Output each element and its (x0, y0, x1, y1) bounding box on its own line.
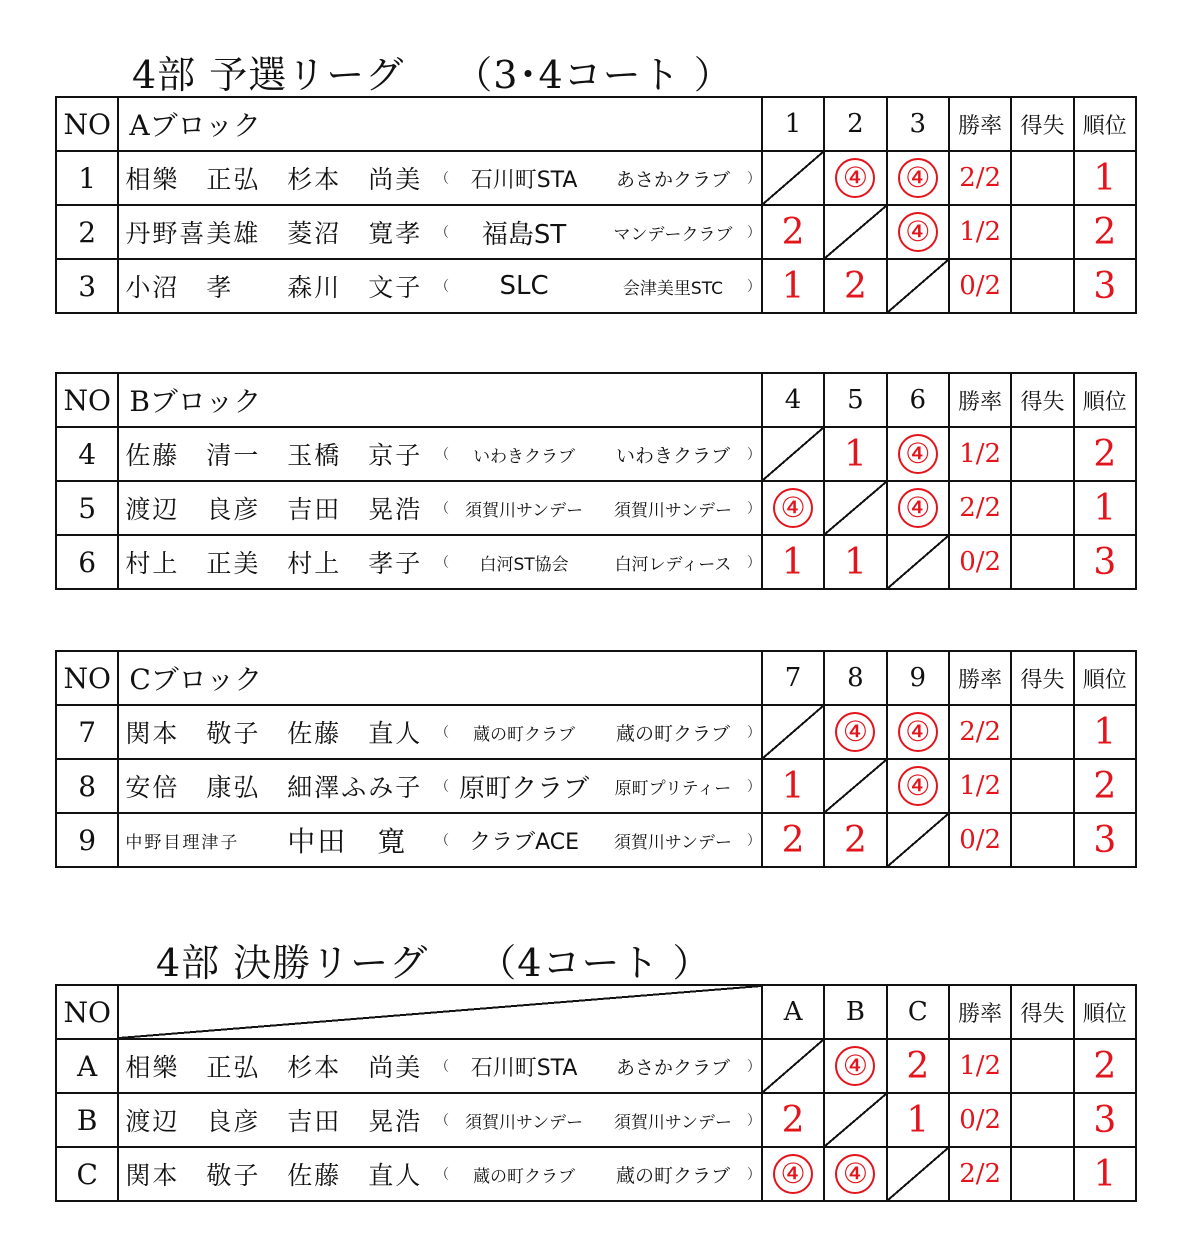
match-result (824, 427, 886, 481)
row-no: C (56, 1147, 118, 1201)
close-paren: ） (746, 555, 761, 571)
club-2-name: あさかクラブ (615, 168, 730, 191)
match-result (887, 1039, 949, 1093)
entry-line (119, 761, 761, 811)
header-opponent-col: C (887, 985, 949, 1039)
points-diff (1011, 427, 1073, 481)
club-1-name: SLC (499, 271, 549, 301)
entry-line (119, 815, 761, 865)
win-circle: ④ (898, 434, 938, 474)
player-2-name: 菱沼 寛孝 (287, 219, 423, 248)
player-1-name: 相樂 正弘 (125, 165, 261, 194)
match-score: 2 (843, 265, 867, 307)
self-match-diagonal (824, 481, 886, 535)
club-1-name: 蔵の町クラブ (473, 724, 576, 745)
match-result (887, 205, 949, 259)
open-paren: （ (435, 779, 450, 795)
header-points: 得失 (1011, 97, 1073, 151)
match-score: 1 (781, 541, 805, 583)
win-rate (949, 427, 1011, 481)
row-no: 1 (56, 151, 118, 205)
win-circle: ④ (898, 158, 938, 198)
player-1-name: 小沼 孝 (125, 273, 234, 302)
row-no: 2 (56, 205, 118, 259)
self-match-diagonal (887, 1147, 949, 1201)
header-opponent-col: A (762, 985, 824, 1039)
table-row (56, 1039, 1136, 1093)
win-rate (949, 481, 1011, 535)
win-rate-value: 0/2 (959, 271, 1002, 301)
win-rate (949, 705, 1011, 759)
open-paren: （ (435, 501, 450, 517)
win-rate-value: 1/2 (959, 439, 1002, 469)
rank-value: 1 (1093, 157, 1117, 199)
match-result (824, 535, 886, 589)
club-2-name: 原町プリティー (614, 778, 732, 799)
match-score: 1 (843, 541, 867, 583)
club-1-name: 原町クラブ (459, 773, 590, 804)
header-points: 得失 (1011, 985, 1073, 1039)
block-table (55, 650, 1137, 868)
row-no: 7 (56, 705, 118, 759)
self-match-diagonal (762, 1039, 824, 1093)
rank (1074, 427, 1136, 481)
player-2-name: 佐藤 直人 (287, 719, 423, 748)
close-paren: ） (746, 833, 761, 849)
win-rate-value: 0/2 (959, 825, 1002, 855)
header-rank: 順位 (1074, 651, 1136, 705)
rank (1074, 705, 1136, 759)
table-row (56, 481, 1136, 535)
header-row (56, 97, 1136, 151)
close-paren: ） (746, 171, 761, 187)
rank (1074, 151, 1136, 205)
final-title-court: （4コート ） (478, 941, 712, 985)
club-1-name: 須賀川サンデー (464, 1112, 584, 1133)
entry-line (119, 1095, 761, 1145)
header-row (56, 985, 1136, 1039)
header-win-rate: 勝率 (949, 985, 1011, 1039)
table-row (56, 259, 1136, 313)
win-circle: ④ (773, 1154, 813, 1194)
player-1-name: 中野目理津子 (125, 832, 240, 853)
self-match-diagonal (887, 535, 949, 589)
win-circle: ④ (898, 488, 938, 528)
win-rate-value: 1/2 (959, 1051, 1002, 1081)
block-name (118, 373, 762, 427)
club-2-name: 白河レディース (614, 554, 732, 575)
points-diff (1011, 1039, 1073, 1093)
close-paren: ） (746, 725, 761, 741)
entry-line (119, 207, 761, 257)
close-paren: ） (746, 225, 761, 241)
table-row (56, 705, 1136, 759)
win-rate-value: 2/2 (959, 717, 1002, 747)
player-2-name: 杉本 尚美 (287, 1053, 423, 1082)
club-2-name: あさかクラブ (615, 1056, 730, 1079)
win-circle: ④ (835, 158, 875, 198)
open-paren: （ (435, 833, 450, 849)
prelim-league-title (132, 44, 733, 99)
header-row (56, 373, 1136, 427)
block-table (55, 96, 1137, 314)
win-circle: ④ (898, 212, 938, 252)
player-1-name: 渡辺 良彦 (125, 1107, 261, 1136)
win-rate (949, 151, 1011, 205)
match-score: 2 (906, 1045, 930, 1087)
win-rate (949, 205, 1011, 259)
row-no: 5 (56, 481, 118, 535)
player-2-name: 玉橋 京子 (287, 441, 423, 470)
header-opponent-col: 1 (762, 97, 824, 151)
row-no: 4 (56, 427, 118, 481)
header-no: NO (56, 373, 118, 427)
match-result (887, 759, 949, 813)
entry-cell (118, 759, 762, 813)
header-row (56, 651, 1136, 705)
player-1-name: 関本 敬子 (125, 1161, 261, 1190)
rank (1074, 759, 1136, 813)
open-paren: （ (435, 225, 450, 241)
header-opponent-col: 8 (824, 651, 886, 705)
table-row (56, 1147, 1136, 1201)
entry-cell (118, 535, 762, 589)
entry-cell (118, 259, 762, 313)
player-1-name: 村上 正美 (125, 549, 261, 578)
close-paren: ） (746, 1059, 761, 1075)
rank (1074, 259, 1136, 313)
club-1-name: 福島ST (481, 219, 567, 250)
club-2-name: いわきクラブ (615, 444, 730, 467)
win-rate-value: 2/2 (959, 1159, 1002, 1189)
rank-value: 3 (1093, 541, 1117, 583)
block-name-label: Cブロック (129, 663, 263, 696)
player-2-name: 吉田 晃浩 (287, 1107, 423, 1136)
player-2-name: 吉田 晃浩 (287, 495, 423, 524)
player-1-name: 関本 敬子 (125, 719, 261, 748)
match-score: 2 (781, 819, 805, 861)
self-match-diagonal (824, 759, 886, 813)
header-opponent-col: 9 (887, 651, 949, 705)
header-points: 得失 (1011, 373, 1073, 427)
header-opponent-col: 7 (762, 651, 824, 705)
match-result (762, 759, 824, 813)
match-result (762, 1093, 824, 1147)
entry-cell (118, 151, 762, 205)
close-paren: ） (746, 501, 761, 517)
match-score: 1 (843, 433, 867, 475)
match-result (762, 259, 824, 313)
player-1-name: 相樂 正弘 (125, 1053, 261, 1082)
points-diff (1011, 205, 1073, 259)
match-result (762, 1147, 824, 1201)
header-no: NO (56, 97, 118, 151)
entry-cell (118, 427, 762, 481)
header-opponent-col: 3 (887, 97, 949, 151)
rank-value: 3 (1093, 819, 1117, 861)
points-diff (1011, 813, 1073, 867)
club-2-name: 蔵の町クラブ (615, 722, 730, 745)
rank-value: 1 (1093, 711, 1117, 753)
header-opponent-col: 6 (887, 373, 949, 427)
self-match-diagonal (762, 151, 824, 205)
entry-cell (118, 1093, 762, 1147)
match-score: 1 (781, 765, 805, 807)
rank (1074, 1093, 1136, 1147)
win-rate (949, 535, 1011, 589)
rank (1074, 1039, 1136, 1093)
player-2-name: 佐藤 直人 (287, 1161, 423, 1190)
club-2-name: マンデークラブ (613, 224, 733, 245)
match-result (887, 1093, 949, 1147)
block-table (55, 372, 1137, 590)
club-2-name: 須賀川サンデー (613, 832, 733, 853)
club-1-name: 石川町STA (470, 167, 578, 193)
club-1-name: 須賀川サンデー (464, 500, 584, 521)
match-result (824, 259, 886, 313)
block-name-label: Aブロック (129, 109, 262, 142)
header-win-rate: 勝率 (949, 373, 1011, 427)
player-2-name: 細澤ふみ子 (287, 773, 423, 802)
club-1-name: いわきクラブ (473, 446, 576, 467)
win-rate (949, 259, 1011, 313)
header-no: NO (56, 985, 118, 1039)
win-rate (949, 813, 1011, 867)
club-2-name: 須賀川サンデー (613, 500, 733, 521)
win-rate-value: 1/2 (959, 217, 1002, 247)
match-score: 2 (843, 819, 867, 861)
close-paren: ） (746, 1113, 761, 1129)
rank (1074, 205, 1136, 259)
entry-cell (118, 1147, 762, 1201)
row-no: B (56, 1093, 118, 1147)
table-row (56, 1093, 1136, 1147)
prelim-title-court: （3･4コート ） (454, 53, 733, 97)
win-rate-value: 0/2 (959, 1105, 1002, 1135)
row-no: 9 (56, 813, 118, 867)
win-rate-value: 2/2 (959, 493, 1002, 523)
entry-cell (118, 481, 762, 535)
match-result (887, 427, 949, 481)
self-match-diagonal (762, 427, 824, 481)
rank (1074, 1147, 1136, 1201)
points-diff (1011, 151, 1073, 205)
final-league-table (55, 984, 1137, 1202)
match-result (824, 705, 886, 759)
match-result (887, 151, 949, 205)
win-circle: ④ (898, 712, 938, 752)
entry-line (119, 429, 761, 479)
entry-cell (118, 205, 762, 259)
win-rate (949, 1147, 1011, 1201)
open-paren: （ (435, 171, 450, 187)
open-paren: （ (435, 555, 450, 571)
player-2-name: 森川 文子 (287, 273, 423, 302)
match-result (824, 1039, 886, 1093)
open-paren: （ (435, 1113, 450, 1129)
match-score: 2 (781, 211, 805, 253)
match-result (762, 481, 824, 535)
player-2-name: 村上 孝子 (287, 549, 423, 578)
match-result (762, 535, 824, 589)
match-result (762, 205, 824, 259)
header-rank: 順位 (1074, 985, 1136, 1039)
block-name-label: Bブロック (129, 385, 262, 418)
match-result (887, 705, 949, 759)
open-paren: （ (435, 447, 450, 463)
header-opponent-col: 5 (824, 373, 886, 427)
win-rate (949, 1093, 1011, 1147)
open-paren: （ (435, 1059, 450, 1075)
self-match-diagonal (824, 1093, 886, 1147)
header-opponent-col: B (824, 985, 886, 1039)
close-paren: ） (746, 279, 761, 295)
win-rate (949, 759, 1011, 813)
club-2-name: 会津美里STC (622, 278, 723, 299)
club-1-name: 白河ST協会 (479, 554, 569, 575)
header-no: NO (56, 651, 118, 705)
header-opponent-col: 2 (824, 97, 886, 151)
match-result (824, 1147, 886, 1201)
block-name (118, 97, 762, 151)
entry-line (119, 707, 761, 757)
rank-value: 2 (1093, 765, 1117, 807)
entry-line (119, 1149, 761, 1199)
player-1-name: 渡辺 良彦 (125, 495, 261, 524)
entry-cell (118, 705, 762, 759)
win-circle: ④ (898, 766, 938, 806)
header-win-rate: 勝率 (949, 651, 1011, 705)
rank-value: 2 (1093, 433, 1117, 475)
entry-line (119, 261, 761, 311)
prelim-title-main: 4部 予選リーグ (132, 53, 405, 97)
match-score: 1 (781, 265, 805, 307)
win-rate (949, 1039, 1011, 1093)
table-row (56, 205, 1136, 259)
match-score: 1 (906, 1099, 930, 1141)
rank (1074, 481, 1136, 535)
points-diff (1011, 535, 1073, 589)
win-rate-value: 2/2 (959, 163, 1002, 193)
row-no: 3 (56, 259, 118, 313)
open-paren: （ (435, 279, 450, 295)
player-2-name: 中田 寛 (287, 825, 408, 858)
entry-line (119, 153, 761, 203)
points-diff (1011, 1147, 1073, 1201)
entry-cell (118, 1039, 762, 1093)
block-name (118, 651, 762, 705)
header-rank: 順位 (1074, 373, 1136, 427)
table-row (56, 535, 1136, 589)
close-paren: ） (746, 1167, 761, 1183)
table-row (56, 427, 1136, 481)
self-match-diagonal (762, 705, 824, 759)
header-win-rate: 勝率 (949, 97, 1011, 151)
rank-value: 1 (1093, 1153, 1117, 1195)
win-circle: ④ (835, 1046, 875, 1086)
player-1-name: 佐藤 清一 (125, 441, 261, 470)
entry-line (119, 537, 761, 587)
row-no: 8 (56, 759, 118, 813)
rank-value: 2 (1093, 1045, 1117, 1087)
open-paren: （ (435, 725, 450, 741)
points-diff (1011, 705, 1073, 759)
match-result (824, 813, 886, 867)
points-diff (1011, 481, 1073, 535)
entry-line (119, 1041, 761, 1091)
win-rate-value: 0/2 (959, 547, 1002, 577)
table-row (56, 813, 1136, 867)
points-diff (1011, 1093, 1073, 1147)
rank (1074, 813, 1136, 867)
close-paren: ） (746, 447, 761, 463)
header-diagonal-cell (118, 985, 762, 1039)
table-row (56, 151, 1136, 205)
entry-cell (118, 813, 762, 867)
rank (1074, 535, 1136, 589)
club-2-name: 須賀川サンデー (613, 1112, 733, 1133)
win-circle: ④ (835, 712, 875, 752)
final-league-title (156, 932, 712, 987)
row-no: A (56, 1039, 118, 1093)
match-score: 2 (781, 1099, 805, 1141)
close-paren: ） (746, 779, 761, 795)
header-opponent-col: 4 (762, 373, 824, 427)
club-2-name: 蔵の町クラブ (615, 1164, 730, 1187)
rank-value: 3 (1093, 265, 1117, 307)
rank-value: 1 (1093, 487, 1117, 529)
table-row (56, 759, 1136, 813)
player-1-name: 安倍 康弘 (125, 773, 261, 802)
win-circle: ④ (773, 488, 813, 528)
final-title-main: 4部 決勝リーグ (156, 941, 429, 985)
match-result (762, 813, 824, 867)
self-match-diagonal (887, 813, 949, 867)
club-1-name: クラブACE (469, 829, 580, 855)
player-1-name: 丹野喜美雄 (125, 219, 261, 248)
match-result (887, 481, 949, 535)
player-2-name: 杉本 尚美 (287, 165, 423, 194)
points-diff (1011, 259, 1073, 313)
win-rate-value: 1/2 (959, 771, 1002, 801)
match-result (824, 151, 886, 205)
rank-value: 3 (1093, 1099, 1117, 1141)
win-circle: ④ (835, 1154, 875, 1194)
self-match-diagonal (824, 205, 886, 259)
club-1-name: 石川町STA (470, 1055, 578, 1081)
open-paren: （ (435, 1167, 450, 1183)
row-no: 6 (56, 535, 118, 589)
entry-line (119, 483, 761, 533)
self-match-diagonal (887, 259, 949, 313)
points-diff (1011, 759, 1073, 813)
header-points: 得失 (1011, 651, 1073, 705)
club-1-name: 蔵の町クラブ (473, 1166, 576, 1187)
rank-value: 2 (1093, 211, 1117, 253)
header-rank: 順位 (1074, 97, 1136, 151)
